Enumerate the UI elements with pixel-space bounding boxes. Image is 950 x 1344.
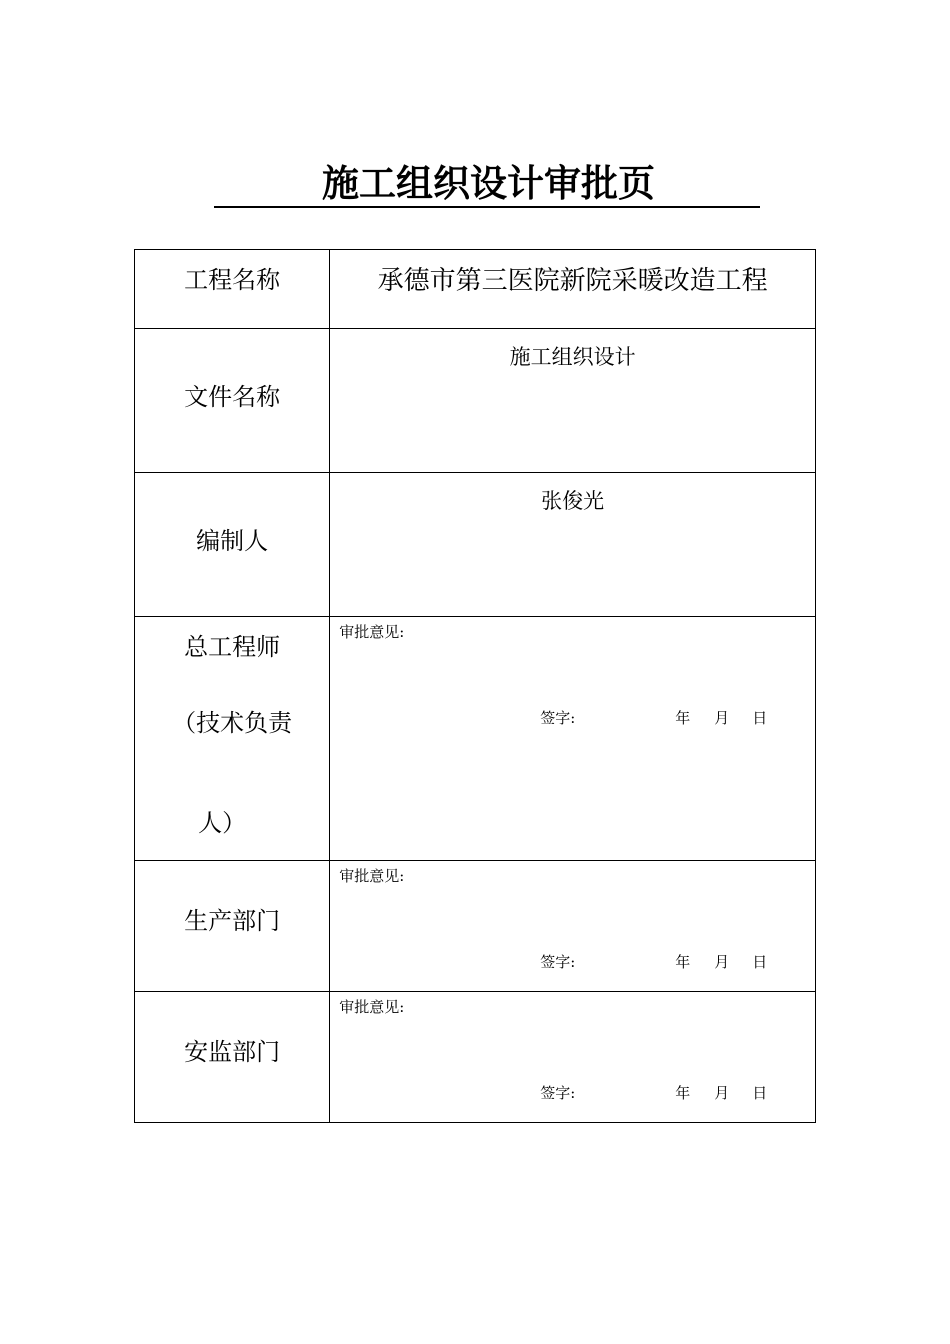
- row-document: [135, 329, 816, 473]
- month-label: 月: [714, 953, 730, 971]
- month-label: 月: [714, 1084, 730, 1102]
- row-author: [135, 473, 816, 617]
- safety-label: 安监部门: [184, 1038, 281, 1066]
- production-label: 生产部门: [184, 907, 281, 935]
- cell-chief-engineer-value: [330, 617, 816, 861]
- document-name: 施工组织设计: [509, 345, 636, 369]
- cell-author-value: [330, 473, 816, 617]
- day-label: 日: [752, 709, 768, 727]
- cell-project-label: [135, 250, 330, 329]
- project-label: 工程名称: [184, 266, 281, 294]
- author-name: 张俊光: [541, 489, 605, 513]
- cell-production-value: [330, 861, 816, 992]
- cell-safety-value: [330, 992, 816, 1123]
- safety-opinion: 审批意见:: [339, 998, 405, 1016]
- sign-label: 签字:: [540, 1084, 576, 1102]
- year-label: 年: [675, 1084, 691, 1102]
- approval-table: [134, 249, 816, 1123]
- document-label: 文件名称: [184, 383, 281, 411]
- production-opinion: 审批意见:: [339, 867, 405, 885]
- title-underline: [214, 160, 760, 208]
- sign-label: 签字:: [540, 953, 576, 971]
- cell-project-value: [330, 250, 816, 329]
- chief-engineer-opinion: 审批意见:: [339, 623, 405, 641]
- sign-label: 签字:: [540, 709, 576, 727]
- project-name: 承德市第三医院新院采暖改造工程: [377, 266, 768, 296]
- cell-chief-engineer-label: [135, 617, 330, 861]
- chief-engineer-label-line3: 人）: [198, 809, 247, 837]
- cell-document-value: [330, 329, 816, 473]
- row-chief-engineer: [135, 617, 816, 861]
- author-label: 编制人: [196, 527, 269, 555]
- row-safety: [135, 992, 816, 1123]
- page-title: 施工组织设计审批页: [322, 161, 655, 205]
- cell-production-label: [135, 861, 330, 992]
- cell-safety-label: [135, 992, 330, 1123]
- cell-author-label: [135, 473, 330, 617]
- chief-engineer-label-line1: 总工程师: [184, 633, 281, 661]
- row-production: [135, 861, 816, 992]
- year-label: 年: [675, 709, 691, 727]
- day-label: 日: [752, 1084, 768, 1102]
- chief-engineer-label-line2: （技术负责: [172, 709, 293, 737]
- cell-document-label: [135, 329, 330, 473]
- month-label: 月: [714, 709, 730, 727]
- row-project: [135, 250, 816, 329]
- year-label: 年: [675, 953, 691, 971]
- day-label: 日: [752, 953, 768, 971]
